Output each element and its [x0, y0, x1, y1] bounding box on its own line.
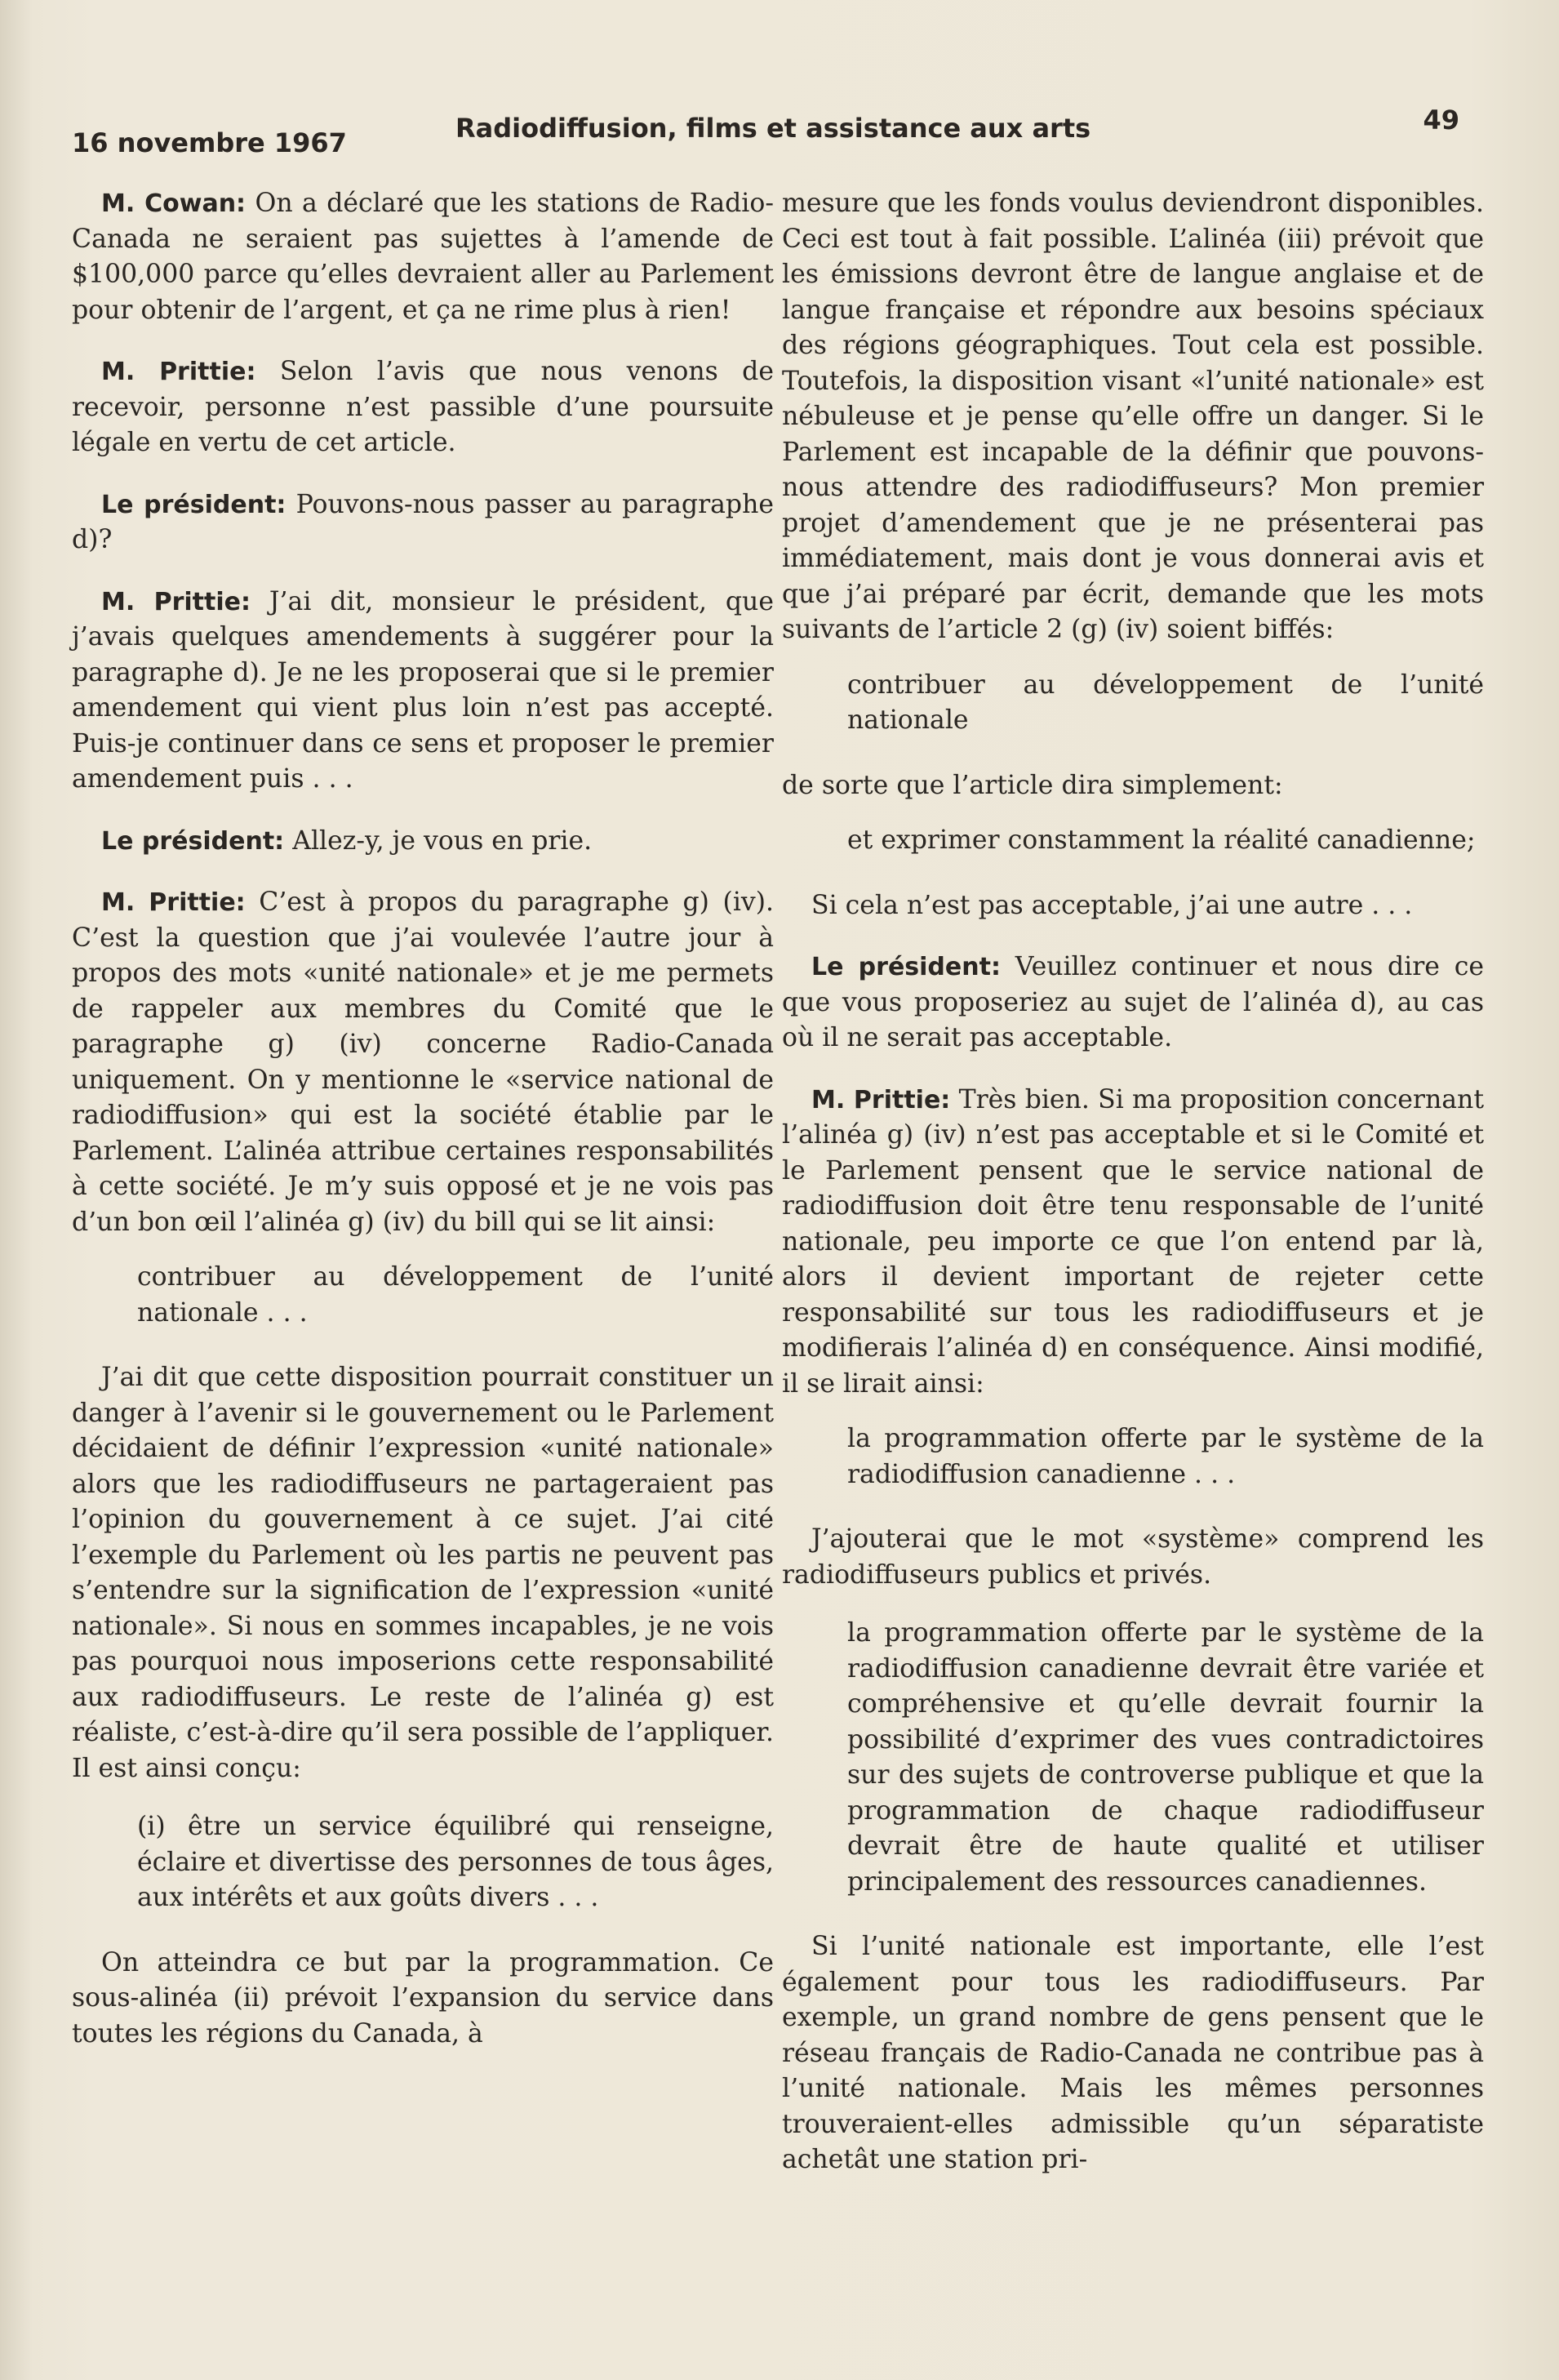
block-quote: la programmation offerte par le système de la radiodiffusion canadienne devrait être variée et compréhensive et qu’elle devrait fournir la possibilité d’exprimer des vues contradictoires sur des sujets de controverse publique et que la programmation de chaque radiodiffuseur devrait être de haute qualité et utiliser principalement des ressources canadiennes. — [847, 1618, 1484, 1897]
paragraph-text: Selon l’avis que nous venons de recevoir, personne n’est passible d’une poursuite légale en vertu de cet article. — [72, 357, 774, 457]
page-header — [72, 105, 1459, 162]
right-column — [782, 186, 1484, 2204]
block-quote: la programmation offerte par le système de la radiodiffusion canadienne . . . — [847, 1424, 1484, 1489]
paragraph: mesure que les fonds voulus deviendront disponibles. Ceci est tout à fait possible. L’alinéa (iii) prévoit que les émissions devront être de langue anglaise et de langue française et répondre aux besoins spéciaux des régions géographiques. Tout cela est possible. Toutefois, la disposition visant «l’unité nationale» est nébuleuse et je pense qu’elle offre un danger. Si le Parlement est incapable de la définir que pouvons-nous attendre des radiodiffuseurs? Mon premier projet d’amendement que je ne présenterai pas immédiatement, mais dont je vous donnerai avis et que j’ai préparé par écrit, demande que les mots suivants de l’article 2 (g) (iv) soient biffés: — [782, 189, 1484, 644]
block-quote: (i) être un service équilibré qui renseigne, éclaire et divertisse des personnes de tous âges, aux intérêts et aux goûts divers . . . — [137, 1812, 774, 1912]
paragraph-text: C’est à propos du paragraphe g) (iv). C’est la question que j’ai voulevée l’autre jour à propos des mots «unité nationale» et je me permets de rappeler aux membres du Comité que le paragraphe g) (iv) concerne Radio-Canada uniquement. On y mentionne le «service national de radiodiffusion» qui est la société établie par le Parlement. L’alinéa attribue certaines responsabilités à cette société. Je m’y suis opposé et je ne vois pas d’un bon œil l’alinéa g) (iv) du bill qui se lit ainsi: — [72, 887, 774, 1237]
header-date: 16 novembre 1967 — [72, 127, 347, 158]
speaker-name: Le président: — [101, 826, 285, 856]
paragraph-text: Très bien. Si ma proposition concernant l’alinéa g) (iv) n’est pas acceptable et si le Comité et le Parlement pensent que le service national de radiodiffusion doit être tenu responsable de l’unité nationale, peu importe ce que l’on entend par là, alors il devient important de rejeter cette responsabilité sur tous les radiodiffuseurs et je modifierais l’alinéa d) en conséquence. Ainsi modifié, il se lirait ainsi: — [782, 1084, 1484, 1399]
paragraph-text: On a déclaré que les stations de Radio-Canada ne seraient pas sujettes à l’amende de $100,000 parce qu’elles devraient aller au Parlement pour obtenir de l’argent, et ça ne rime plus à rien! — [72, 189, 774, 325]
paragraph — [72, 487, 774, 558]
page-number: 49 — [1423, 105, 1459, 136]
paragraph-text: Allez-y, je vous en prie. — [284, 825, 593, 856]
paragraph: Si cela n’est pas acceptable, j’ai une autre . . . — [811, 890, 1413, 920]
paragraph: On atteindra ce but par la programmation. Ce sous-alinéa (ii) prévoit l’expansion du service dans toutes les régions du Canada, à — [72, 1947, 774, 2049]
paragraph-text: Pouvons-nous passer au paragraphe d)? — [72, 489, 774, 554]
paragraph — [72, 885, 774, 1240]
header-title: Radiodiffusion, films et assistance aux arts — [455, 113, 1091, 144]
speaker-name: M. Prittie: — [101, 587, 251, 616]
speaker-name: Le président: — [811, 953, 1001, 981]
speaker-name: M. Prittie: — [101, 358, 256, 386]
block-quote: contribuer au développement de l’unité nationale — [847, 670, 1484, 735]
paragraph: J’ai dit que cette disposition pourrait constituer un danger à l’avenir si le gouvernement ou le Parlement décidaient de définir l’expression «unité nationale» alors que les radiodiffuseurs ne partageraient pas l’opinion du gouvernement à ce sujet. J’ai cité l’exemple du Parlement où les partis ne peuvent pas s’entendre sur la signification de l’expression «unité nationale». Si nous en sommes incapables, je ne vois pas pourquoi nous imposerions cette responsabilité aux radiodiffuseurs. Le reste de l’alinéa g) est réaliste, c’est-à-dire qu’il sera possible de l’appliquer. Il est ainsi conçu: — [72, 1363, 774, 1783]
paragraph — [72, 186, 774, 328]
paragraph-text: J’ai dit, monsieur le président, que j’avais quelques amendements à suggérer pour la paragraphe d). Je ne les proposerai que si le premier amendement qui vient plus loin n’est pas accepté. Puis-je continuer dans ce sens et proposer le premier amendement puis . . . — [72, 586, 774, 794]
block-quote: et exprimer constamment la réalité canadienne; — [847, 825, 1476, 855]
speaker-name: M. Prittie: — [101, 888, 246, 917]
block-quote: contribuer au développement de l’unité nationale . . . — [137, 1262, 774, 1328]
paragraph: Si l’unité nationale est importante, elle l’est également pour tous les radiodiffuseurs. Par exemple, un grand nombre de gens pensent que le réseau français de Radio-Canada ne contribue pas à l’unité nationale. Mais les mêmes personnes trouveraient-elles admissible qu’un séparatiste achetât une station pri- — [782, 1932, 1484, 2174]
paragraph: J’ajouterai que le mot «système» comprend les radiodiffuseurs publics et privés. — [782, 1524, 1484, 1590]
speaker-name: M. Cowan: — [101, 189, 247, 218]
left-column — [72, 186, 774, 2078]
speaker-name: M. Prittie: — [811, 1085, 951, 1114]
paragraph — [72, 585, 774, 798]
speaker-name: Le président: — [101, 490, 286, 519]
paragraph — [782, 1083, 1484, 1403]
paragraph — [72, 824, 774, 860]
paragraph — [782, 950, 1484, 1057]
paragraph-text: Veuillez continuer et nous dire ce que vous proposeriez au sujet de l’alinéa d), au cas où il ne serait pas acceptable. — [782, 952, 1484, 1052]
paragraph: de sorte que l’article dira simplement: — [782, 770, 1283, 800]
paragraph — [72, 354, 774, 461]
